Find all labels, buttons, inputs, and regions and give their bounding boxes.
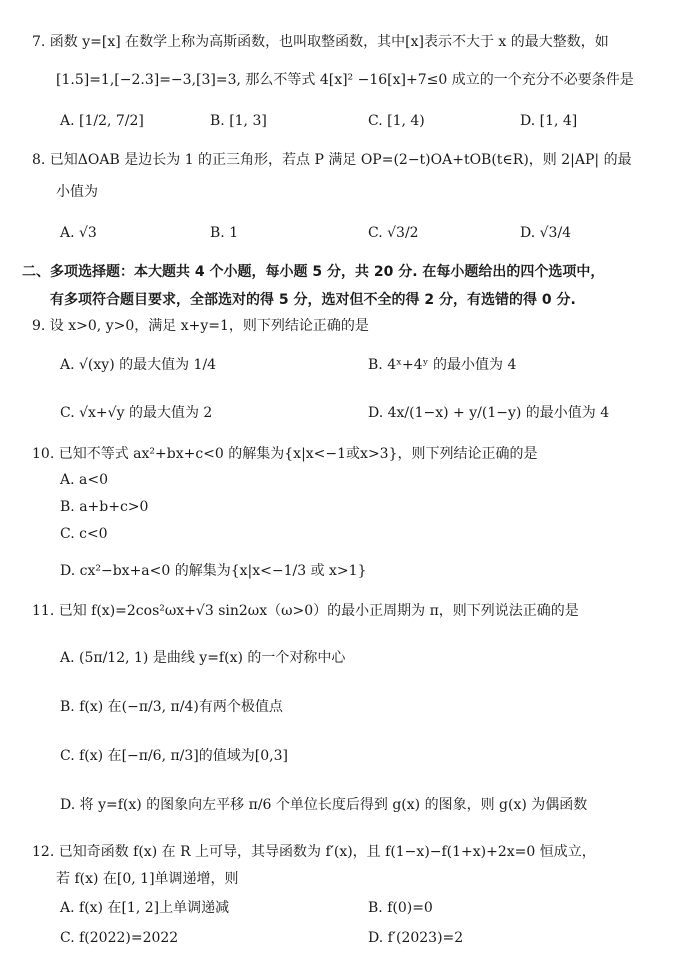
q12-options-row1 xyxy=(0,893,678,923)
q7-option-b: B. [1, 3] xyxy=(210,113,267,129)
q9-stem: 9. 设 x>0, y>0，满足 x+y=1，则下列结论正确的是 xyxy=(32,318,369,334)
q7-option-a: A. [1/2, 7/2] xyxy=(60,113,144,129)
q9-option-a: A. √(xy) 的最大值为 1/4 xyxy=(60,357,217,373)
q11-option-b: B. f(x) 在(−π/3, π/4)有两个极值点 xyxy=(60,699,283,715)
q11-option-a: A. (5π/12, 1) 是曲线 y=f(x) 的一个对称中心 xyxy=(60,650,346,666)
q12-option-c: C. f(2022)=2022 xyxy=(60,930,179,946)
q9-options-row2 xyxy=(0,398,678,428)
q12-stem-line1: 12. 已知奇函数 f(x) 在 R 上可导，其导函数为 f′(x)，且 f(1−x)−f(1+x)+2x=0 恒成立， xyxy=(32,844,596,860)
q8-options xyxy=(0,218,678,248)
q10-option-c: C. c<0 xyxy=(60,526,108,542)
q8-option-d: D. √3/4 xyxy=(520,225,572,241)
q8-stem-line1: 8. 已知ΔOAB 是边长为 1 的正三角形，若点 P 满足 OP=(2−t)OA+tOB(t∈R)，则 2|AP| 的最 xyxy=(32,152,632,168)
q9-option-c: C. √x+√y 的最大值为 2 xyxy=(60,405,213,421)
q10-option-b: B. a+b+c>0 xyxy=(60,499,149,515)
q8-stem-line2: 小值为 xyxy=(56,184,98,200)
q8-option-a: A. √3 xyxy=(60,225,97,241)
section2-header-line1: 二、多项选择题：本大题共 4 个小题，每小题 5 分，共 20 分. 在每小题给出的四个选项中， xyxy=(22,264,605,280)
q9-option-d: D. 4x/(1−x) + y/(1−y) 的最小值为 4 xyxy=(368,405,610,421)
q9-options-row1 xyxy=(0,350,678,380)
q12-option-a: A. f(x) 在[1, 2]上单调递减 xyxy=(60,900,230,916)
q7-options xyxy=(0,106,678,136)
q8-option-b: B. 1 xyxy=(210,225,239,241)
q7-option-d: D. [1, 4] xyxy=(520,113,578,129)
q11-stem: 11. 已知 f(x)=2cos²ωx+√3 sin2ωx（ω>0）的最小正周期为 π，则下列说法正确的是 xyxy=(32,603,579,619)
q10-option-a: A. a<0 xyxy=(60,472,108,488)
q10-stem: 10. 已知不等式 ax²+bx+c<0 的解集为{x|x<−1或x>3}，则下列结论正确的是 xyxy=(32,446,538,462)
q7-option-c: C. [1, 4) xyxy=(368,113,425,129)
q12-option-d: D. f′(2023)=2 xyxy=(368,930,464,946)
q7-stem-line1: 7. 函数 y=[x] 在数学上称为高斯函数，也叫取整函数，其中[x]表示不大于 x 的最大整数，如 xyxy=(32,34,609,50)
section2-header-line2: 有多项符合题目要求，全部选对的得 5 分，选对但不全的得 2 分，有选错的得 0 分. xyxy=(50,292,576,308)
q8-option-c: C. √3/2 xyxy=(368,225,419,241)
q9-option-b: B. 4ˣ+4ʸ 的最小值为 4 xyxy=(368,357,517,373)
q7-stem-line2: [1.5]=1,[−2.3]=−3,[3]=3, 那么不等式 4[x]² −16[x]+7≤0 成立的一个充分不必要条件是 xyxy=(56,72,634,88)
q12-options-row2 xyxy=(0,923,678,953)
q11-option-c: C. f(x) 在[−π/6, π/3]的值域为[0,3] xyxy=(60,748,288,764)
q12-stem-line2: 若 f(x) 在[0, 1]单调递增，则 xyxy=(56,871,239,887)
q12-option-b: B. f(0)=0 xyxy=(368,900,433,916)
q11-option-d: D. 将 y=f(x) 的图象向左平移 π/6 个单位长度后得到 g(x) 的图象，则 g(x) 为偶函数 xyxy=(60,797,588,813)
q10-option-d: D. cx²−bx+a<0 的解集为{x|x<−1/3 或 x>1} xyxy=(60,563,367,579)
